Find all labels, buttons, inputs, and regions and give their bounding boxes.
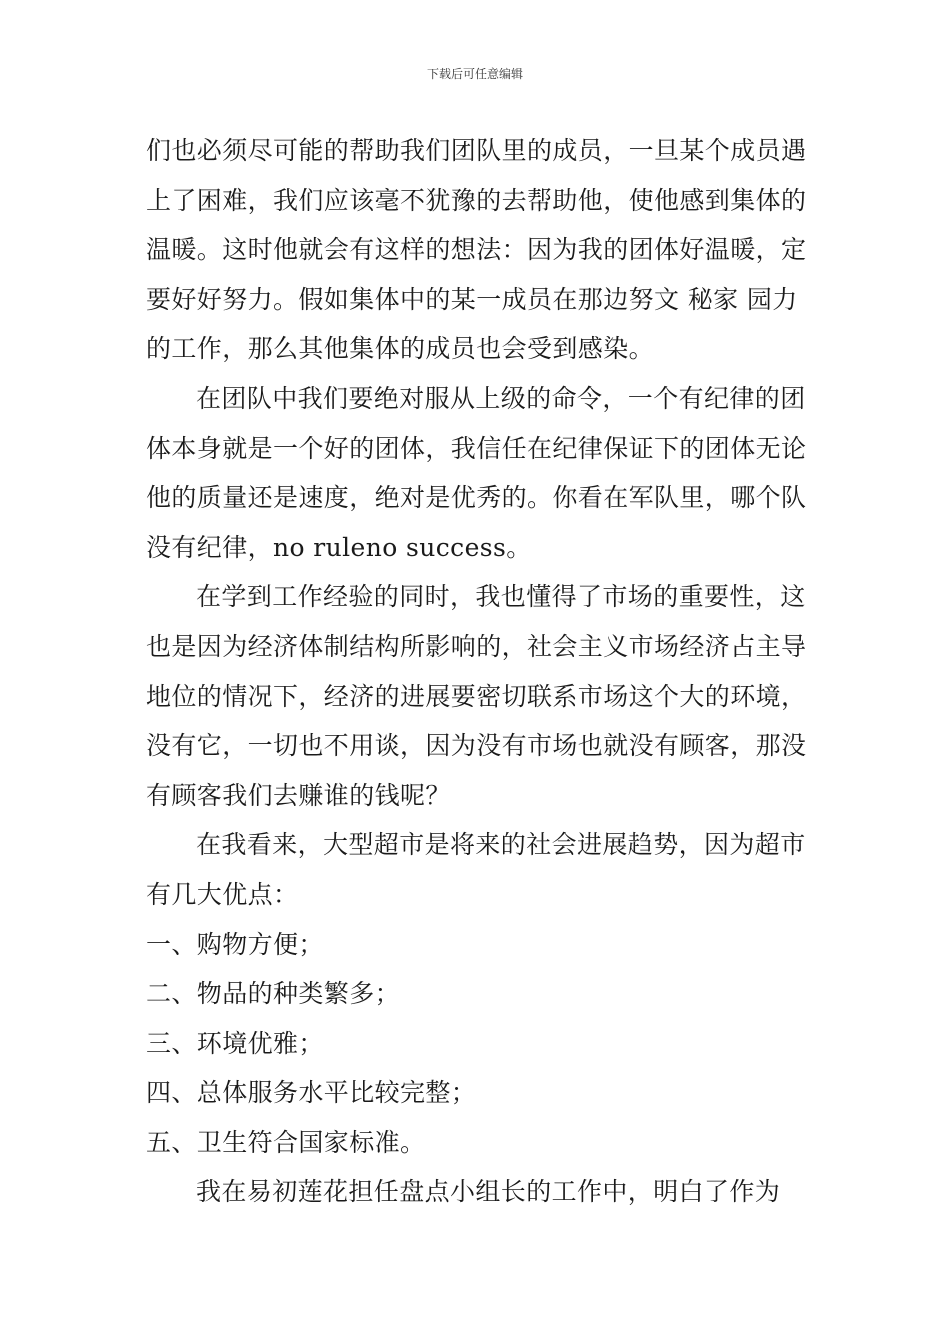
page-header: 下载后可任意编辑 [426, 67, 523, 81]
list-item: 三、环境优雅； [146, 1028, 324, 1058]
list-item: 四、总体服务水平比较完整； [146, 1078, 477, 1108]
paragraph-supermarket: 在我看来，大型超市是将来的社会进展趋势，因为超市有几大优点： [146, 830, 806, 909]
document-body [146, 126, 808, 1217]
list-item: 二、物品的种类繁多； [146, 979, 401, 1009]
paragraph-closing: 我在易初莲花担任盘点小组长的工作中，明白了作为 [196, 1177, 781, 1207]
list-item: 一、购物方便； [146, 929, 324, 959]
paragraph-market: 在学到工作经验的同时，我也懂得了市场的重要性，这也是因为经济体制结构所影响的，社会主义市场经济占主导地位的情况下，经济的进展要密切联系市场这个大的环境，没有它，一切也不用谈，因为没有市场也就没有顾客，那没有顾客我们去赚谁的钱呢？ [146, 582, 807, 810]
paragraph-discipline: 在团队中我们要绝对服从上级的命令，一个有纪律的团体本身就是一个好的团体，我信任在纪律保证下的团体无论他的质量还是速度，绝对是优秀的。你看在军队里，哪个队没有纪律，no ruleno success。 [146, 383, 807, 562]
paragraph-continuation: 们也必须尽可能的帮助我们团队里的成员，一旦某个成员遇上了困难，我们应该毫不犹豫的去帮助他，使他感到集体的温暖。这时他就会有这样的想法：因为我的团体好温暖，定要好好努力。假如集体中的某一成员在那边努文 秘家 园力的工作，那么其他集体的成员也会受到感染。 [146, 136, 807, 364]
list-item: 五、卫生符合国家标准。 [146, 1127, 426, 1157]
